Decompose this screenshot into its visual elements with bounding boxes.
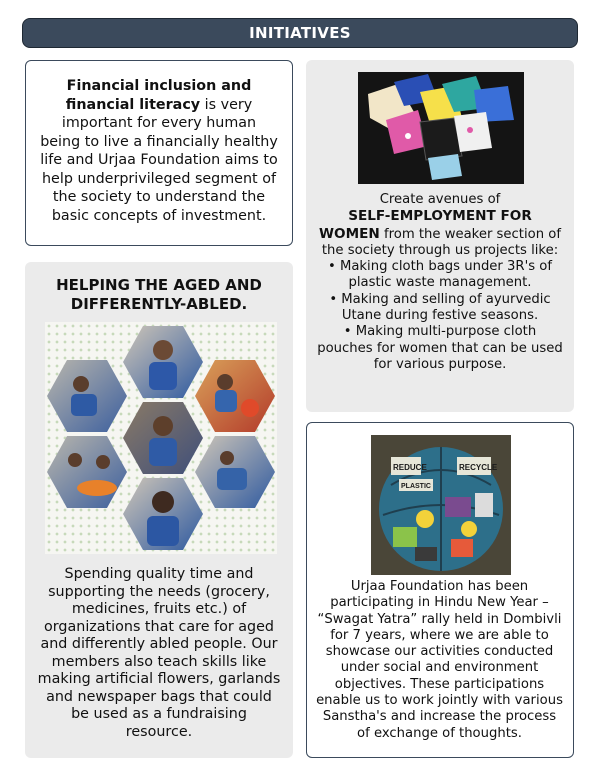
self-employment-text	[306, 192, 574, 373]
self-employment-panel	[306, 60, 574, 412]
photo-collage	[45, 322, 277, 554]
self-employment-item-1: • Making cloth bags under 3R's of plastic waste management.	[327, 259, 552, 291]
hexagon-collage-image	[45, 322, 277, 554]
aged-description: Spending quality time and supporting the needs (grocery, medicines, fruits etc.) of organizations that care for aged and differently abled people. Our members also teach skills like making artificial flowers, garlands and newspaper bags that could be used as a fundraising resource.	[37, 566, 281, 740]
globe-label-plastic: PLASTIC	[401, 483, 431, 490]
swagat-yatra-description: Urjaa Foundation has been participating in Hindu New Year – “Swagat Yatra” rally held in Dombivli for 7 years, where we are able to showcase our activities conducted under social and environment objectives. These participations enable us to work jointly with various Sanstha's and increase the process of exchange of thoughts.	[316, 579, 563, 741]
globe-photo	[371, 435, 511, 575]
globe-label-recycle: RECYCLE	[459, 463, 498, 472]
globe-label-reduce: REDUCE	[393, 463, 427, 472]
financial-literacy-body: is very important for every human being to live a financially healthy life and Urjaa Foundation aims to help underprivileged segment of the society to understand the basic concepts of investment.	[40, 96, 278, 224]
self-employment-intro: Create avenues of	[379, 192, 501, 207]
financial-literacy-heading: Financial inclusion and financial literacy	[65, 78, 252, 113]
recycle-globe-image	[371, 435, 511, 575]
cloth-pouches-photo	[358, 72, 524, 184]
self-employment-after: from the weaker section of the society through us projects like:	[321, 226, 561, 258]
swagat-yatra-panel	[306, 422, 574, 758]
initiatives-header	[22, 18, 578, 48]
self-employment-item-2: • Making and selling of ayurvedic Utane during festive seasons.	[329, 291, 551, 324]
self-employment-item-3: • Making multi-purpose cloth pouches for women that can be used for various purpose.	[317, 324, 563, 372]
header-title: INITIATIVES	[249, 24, 351, 42]
financial-literacy-text	[40, 77, 278, 225]
self-employment-highlight: SELF-EMPLOYMENT FOR WOMEN	[319, 208, 532, 242]
aged-title: HELPING THE AGED AND DIFFERENTLY-ABLED.	[56, 276, 262, 313]
aged-panel	[25, 262, 293, 758]
financial-literacy-panel	[25, 60, 293, 246]
cloth-pouches-image	[358, 72, 524, 184]
